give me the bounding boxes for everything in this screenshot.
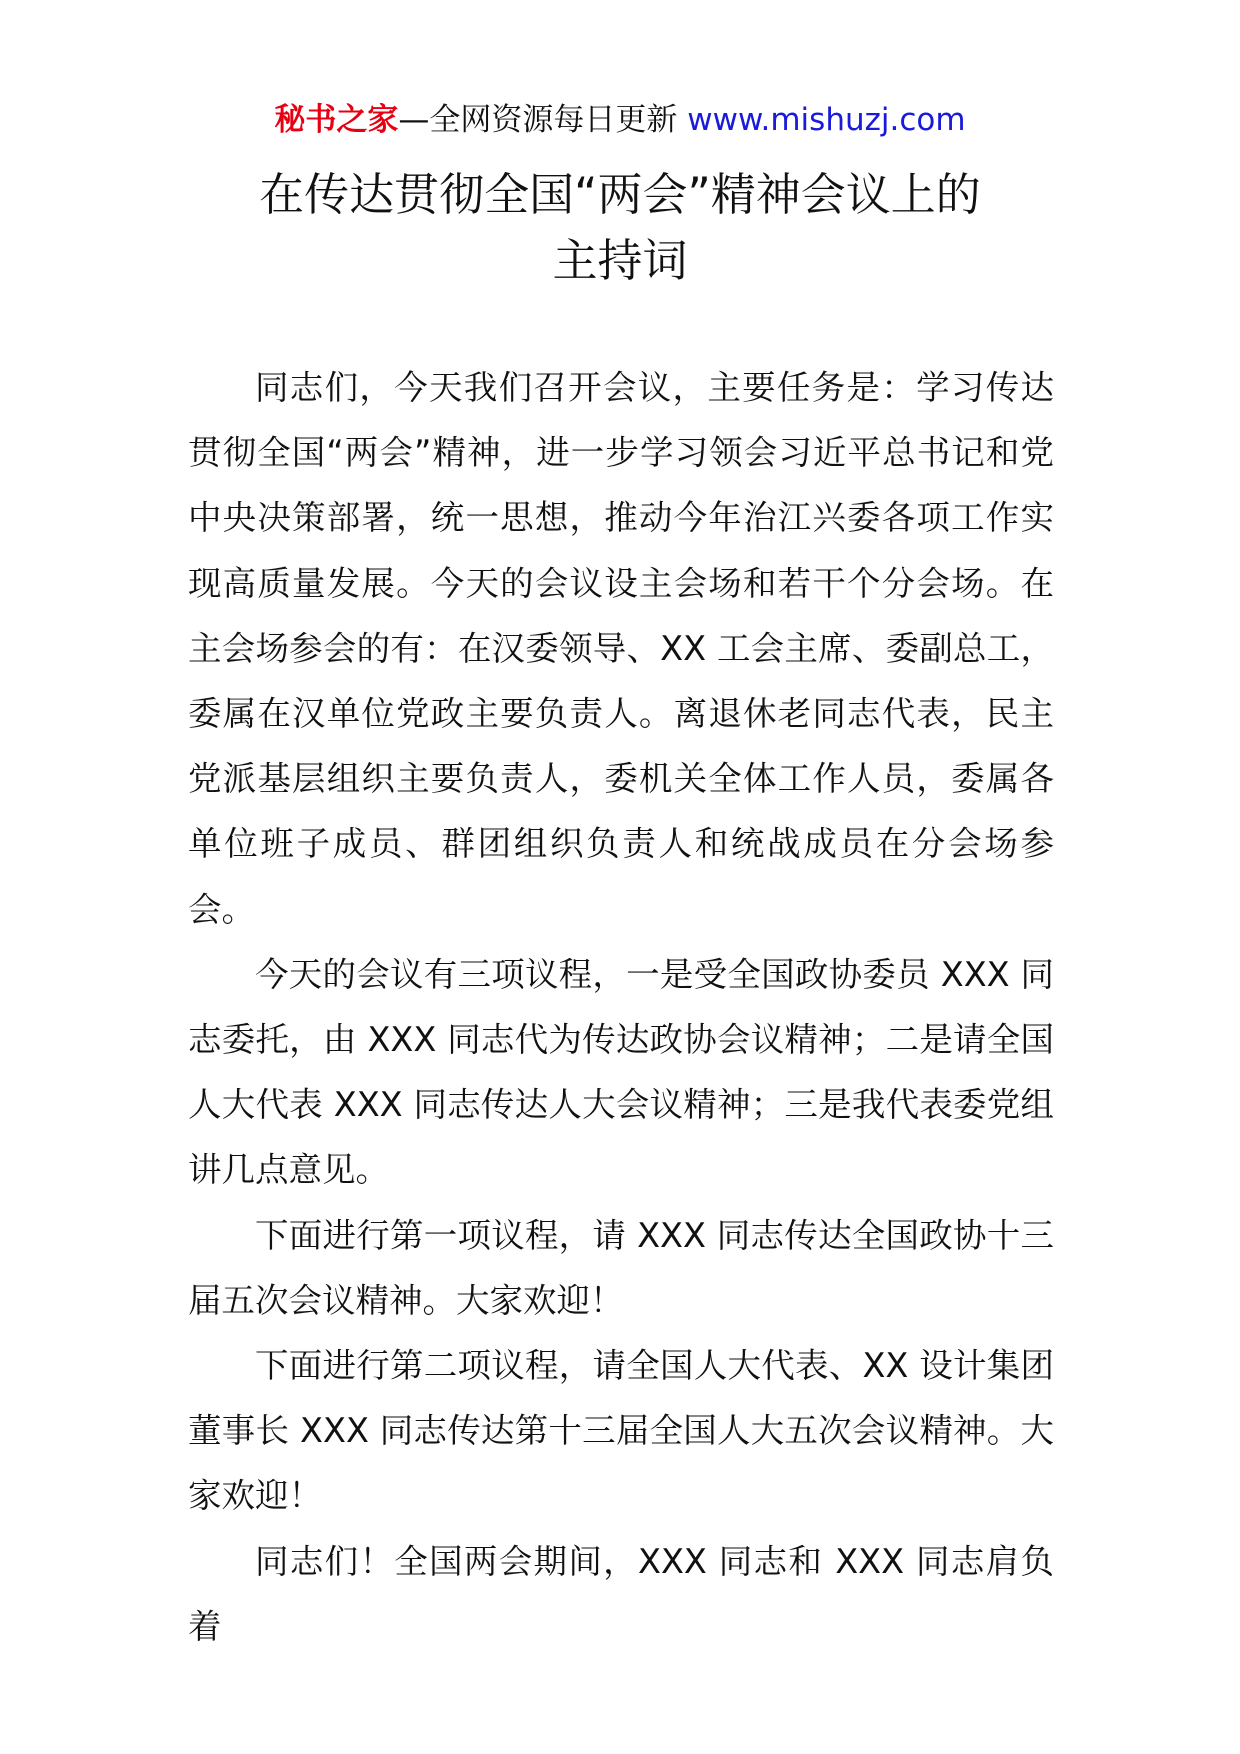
brand-name: 秘书之家 bbox=[274, 102, 399, 138]
paragraph: 今天的会议有三项议程，一是受全国政协委员 XXX 同志委托，由 XXX 同志代为传达政协会议精神；二是请全国人大代表 XXX 同志传达人大会议精神；三是我代表委党组讲几点意见。 bbox=[188, 954, 1054, 1190]
paragraph: 同志们！全国两会期间，XXX 同志和 XXX 同志肩负着 bbox=[188, 1541, 1054, 1646]
document-title bbox=[0, 162, 1240, 294]
header-slogan: —全网资源每日更新 bbox=[398, 102, 678, 138]
header-banner bbox=[0, 100, 1240, 140]
document-body bbox=[188, 355, 1054, 1659]
paragraph: 同志们，今天我们召开会议，主要任务是：学习传达贯彻全国“两会”精神，进一步学习领会习近平总书记和党中央决策部署，统一思想，推动今年治江兴委各项工作实现高质量发展。今天的会议设主会场和若干个分会场。在主会场参会的有：在汉委领导、XX 工会主席、委副总工，委属在汉单位党政主要负责人。离退休老同志代表，民主党派基层组织主要负责人，委机关全体工作人员，委属各单位班子成员、群团组织负责人和统战成员在分会场参会。 bbox=[188, 368, 1054, 929]
paragraph: 下面进行第一项议程，请 XXX 同志传达全国政协十三届五次会议精神。大家欢迎！ bbox=[188, 1215, 1054, 1320]
paragraph: 下面进行第二项议程，请全国人大代表、XX 设计集团董事长 XXX 同志传达第十三届全国人大五次会议精神。大家欢迎！ bbox=[188, 1346, 1054, 1516]
title-line-2: 主持词 bbox=[552, 234, 688, 287]
website-link[interactable]: www.mishuzj.com bbox=[687, 102, 966, 138]
title-line-1: 在传达贯彻全国“两会”精神会议上的 bbox=[259, 168, 981, 221]
